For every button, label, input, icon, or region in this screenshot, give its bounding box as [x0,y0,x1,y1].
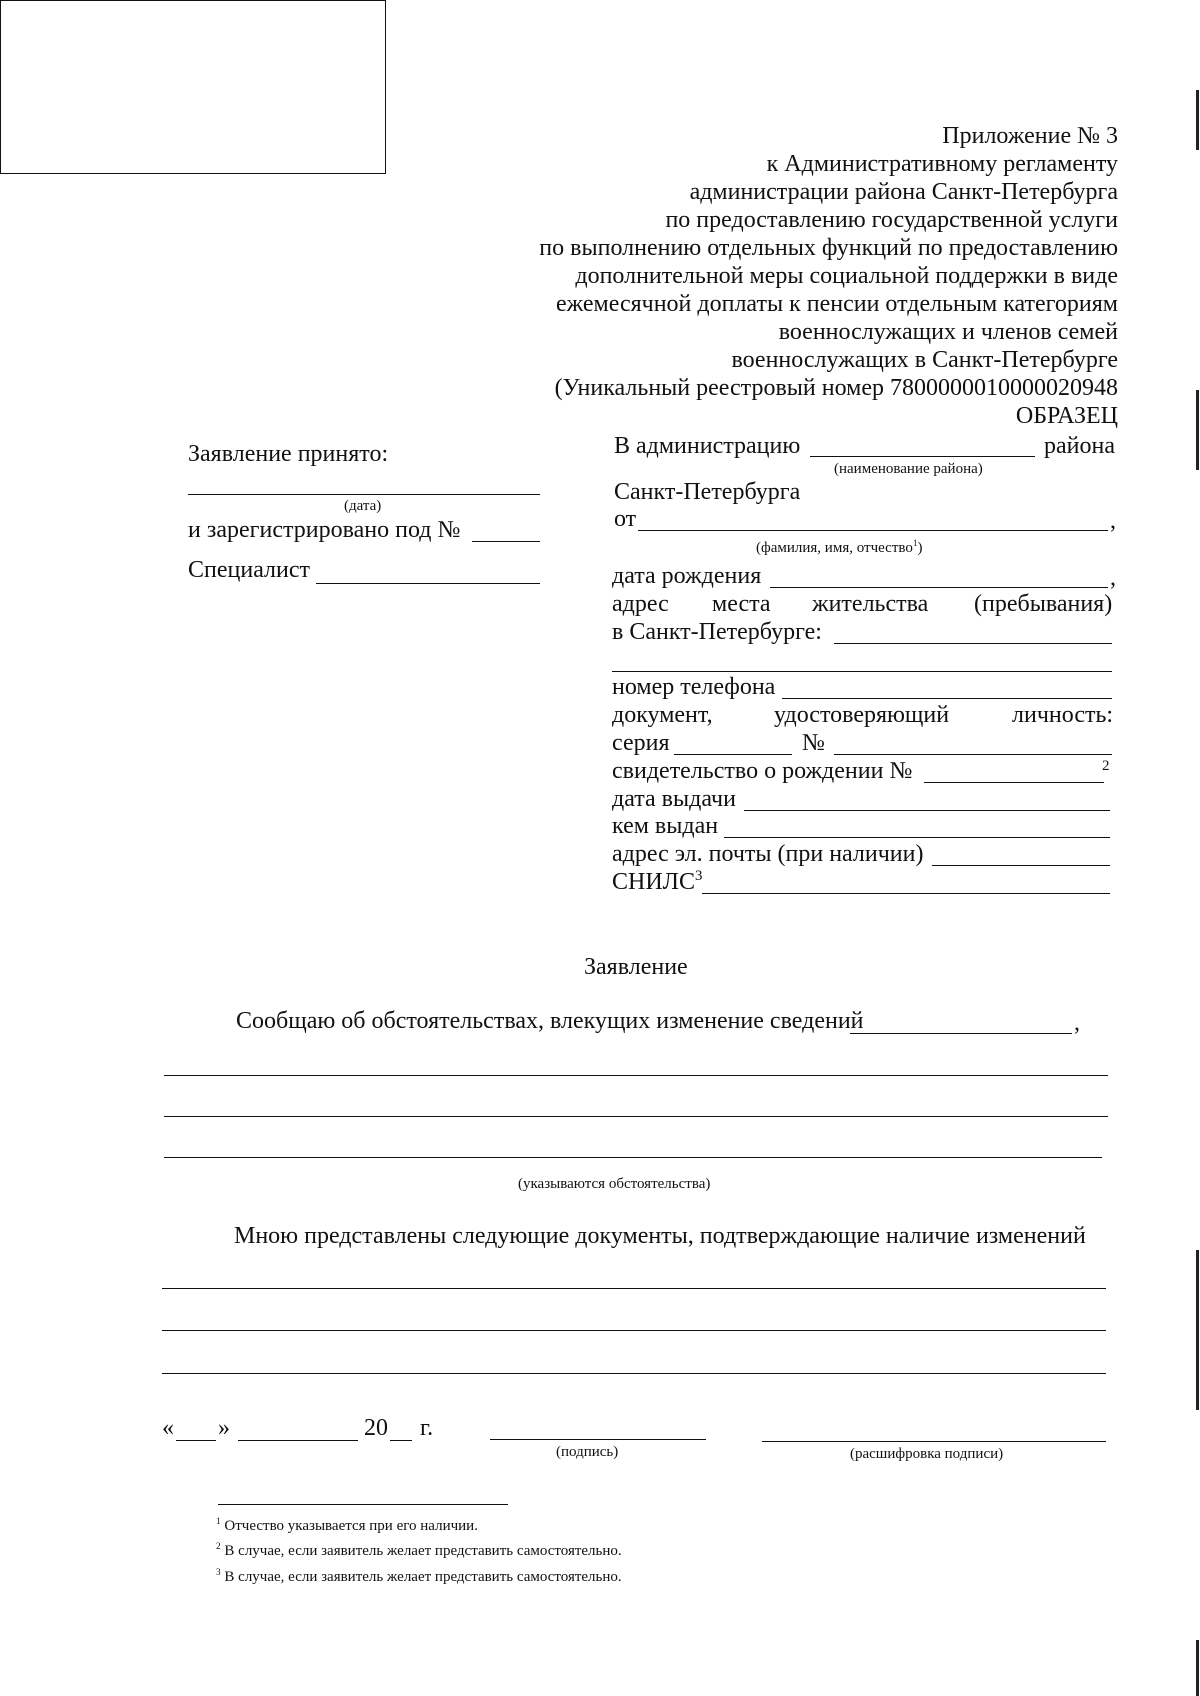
snils-label [612,869,702,896]
year-prefix: 20 [364,1415,388,1441]
statement-title: Заявление [584,954,688,980]
address-city-label: в Санкт-Петербурге: [612,619,822,645]
birth-cert-field[interactable] [924,782,1104,783]
identity-word: документ, [612,702,713,728]
footnote-ref: 1 [912,539,918,549]
issued-by-label: кем выдан [612,813,719,839]
address-field-continued[interactable] [612,671,1112,672]
circumstances-line[interactable] [164,1157,1102,1158]
address-word: места [712,591,771,617]
accepted-box [0,0,386,174]
documents-line[interactable] [162,1373,1106,1374]
address-word: жительства [812,591,929,617]
header-line: военнослужащих и членов семей [778,319,1118,345]
accepted-date-field[interactable] [188,494,540,495]
footnote [216,1518,478,1535]
inform-comma: , [1074,1010,1080,1036]
from-comma: , [1110,508,1116,534]
header-block [539,122,1118,430]
name-caption-text: (фамилия, имя, отчество [756,540,913,556]
signature-caption: (подпись) [556,1444,619,1460]
footnote-separator [218,1504,508,1505]
phone-label: номер телефона [612,674,776,700]
address-word: (пребывания) [974,591,1113,617]
documents-line[interactable] [162,1330,1106,1331]
birth-cert-label: свидетельство о рождении № [612,758,913,784]
header-line: по выполнению отдельных функций по предоставлению [539,235,1118,261]
number-sign: № [802,730,825,756]
date-caption: (дата) [344,498,382,514]
month-field[interactable] [238,1440,358,1441]
footnote-ref: 2 [1102,758,1110,774]
identity-word: удостоверяющий [774,702,950,728]
snils-field[interactable] [702,893,1110,894]
name-caption-close: ) [917,540,923,556]
series-field[interactable] [674,754,792,755]
district-caption: (наименование района) [834,461,983,477]
snils-text: СНИЛС [612,869,695,895]
circumstances-line[interactable] [164,1116,1108,1117]
footnote [216,1543,622,1560]
day-field[interactable] [176,1440,216,1441]
identity-word: личность: [1012,702,1114,728]
birth-date-label: дата рождения [612,563,762,589]
circumstances-caption: (указываются обстоятельства) [518,1176,711,1192]
address-word: адрес [612,591,669,617]
registered-label: и зарегистрировано под № [188,517,461,543]
city-label: Санкт-Петербурга [614,479,801,505]
header-line: ежемесячной доплаты к пенсии отдельным категориям [555,291,1118,317]
header-line: дополнительной меры социальной поддержки в виде [575,263,1118,289]
footnote-mark: 3 [216,1568,221,1578]
date-open-quote: « [162,1415,174,1441]
footnote-text: В случае, если заявитель желает представить самостоятельно. [224,1569,622,1585]
email-label: адрес эл. почты (при наличии) [612,841,924,867]
documents-text: Мною представлены следующие документы, подтверждающие наличие изменений [234,1223,1086,1249]
scan-edge-right [1196,390,1199,470]
birth-date-comma: , [1110,565,1116,591]
header-line: по предоставлению государственной услуги [665,207,1118,233]
issue-date-field[interactable] [744,810,1110,811]
specialist-label: Специалист [188,557,311,583]
scan-edge-right [1196,1640,1199,1696]
phone-field[interactable] [782,698,1112,699]
name-caption [756,540,923,557]
signature-field[interactable] [490,1439,706,1440]
footnote-ref: 3 [694,868,703,884]
address-field[interactable] [834,643,1112,644]
full-name-field[interactable] [638,530,1108,531]
circumstances-line[interactable] [164,1075,1108,1076]
header-line: (Уникальный реестровый номер 7800000010000020948 [554,375,1118,401]
footnote-text: В случае, если заявитель желает представить самостоятельно. [224,1543,622,1559]
series-label: серия [612,730,670,756]
inform-text: Сообщаю об обстоятельствах, влекущих изменение сведений [236,1008,864,1034]
decoding-caption: (расшифровка подписи) [850,1446,1004,1462]
footnote-text: Отчество указывается при его наличии. [224,1518,478,1534]
year-field[interactable] [390,1440,412,1441]
documents-line[interactable] [162,1288,1106,1289]
document-number-field[interactable] [834,754,1112,755]
to-admin-label: В администрацию [614,433,801,459]
header-line: военнослужащих в Санкт-Петербурге [731,347,1118,373]
header-line: администрации района Санкт-Петербурга [689,179,1118,205]
inform-field[interactable] [850,1033,1072,1034]
issued-by-field[interactable] [724,837,1110,838]
signature-decoding-field[interactable] [762,1441,1106,1442]
from-label: от [614,506,637,532]
specialist-field[interactable] [316,583,540,584]
accepted-title: Заявление принято: [188,441,389,467]
email-field[interactable] [932,865,1110,866]
birth-date-field[interactable] [770,587,1108,588]
footnote [216,1569,622,1586]
district-field[interactable] [810,456,1035,457]
header-line: к Административному регламенту [766,151,1118,177]
registration-number-field[interactable] [472,541,540,542]
footnote-mark: 1 [216,1517,221,1527]
district-word: района [1044,433,1115,459]
date-close-quote: » [218,1415,230,1441]
scan-edge-right [1196,90,1199,150]
sample-stamp: ОБРАЗЕЦ [1015,403,1118,429]
footnote-mark: 2 [216,1542,221,1552]
issue-date-label: дата выдачи [612,786,736,812]
year-suffix: г. [420,1415,434,1441]
scan-edge-right [1196,1250,1199,1410]
header-line: Приложение № 3 [942,123,1118,149]
